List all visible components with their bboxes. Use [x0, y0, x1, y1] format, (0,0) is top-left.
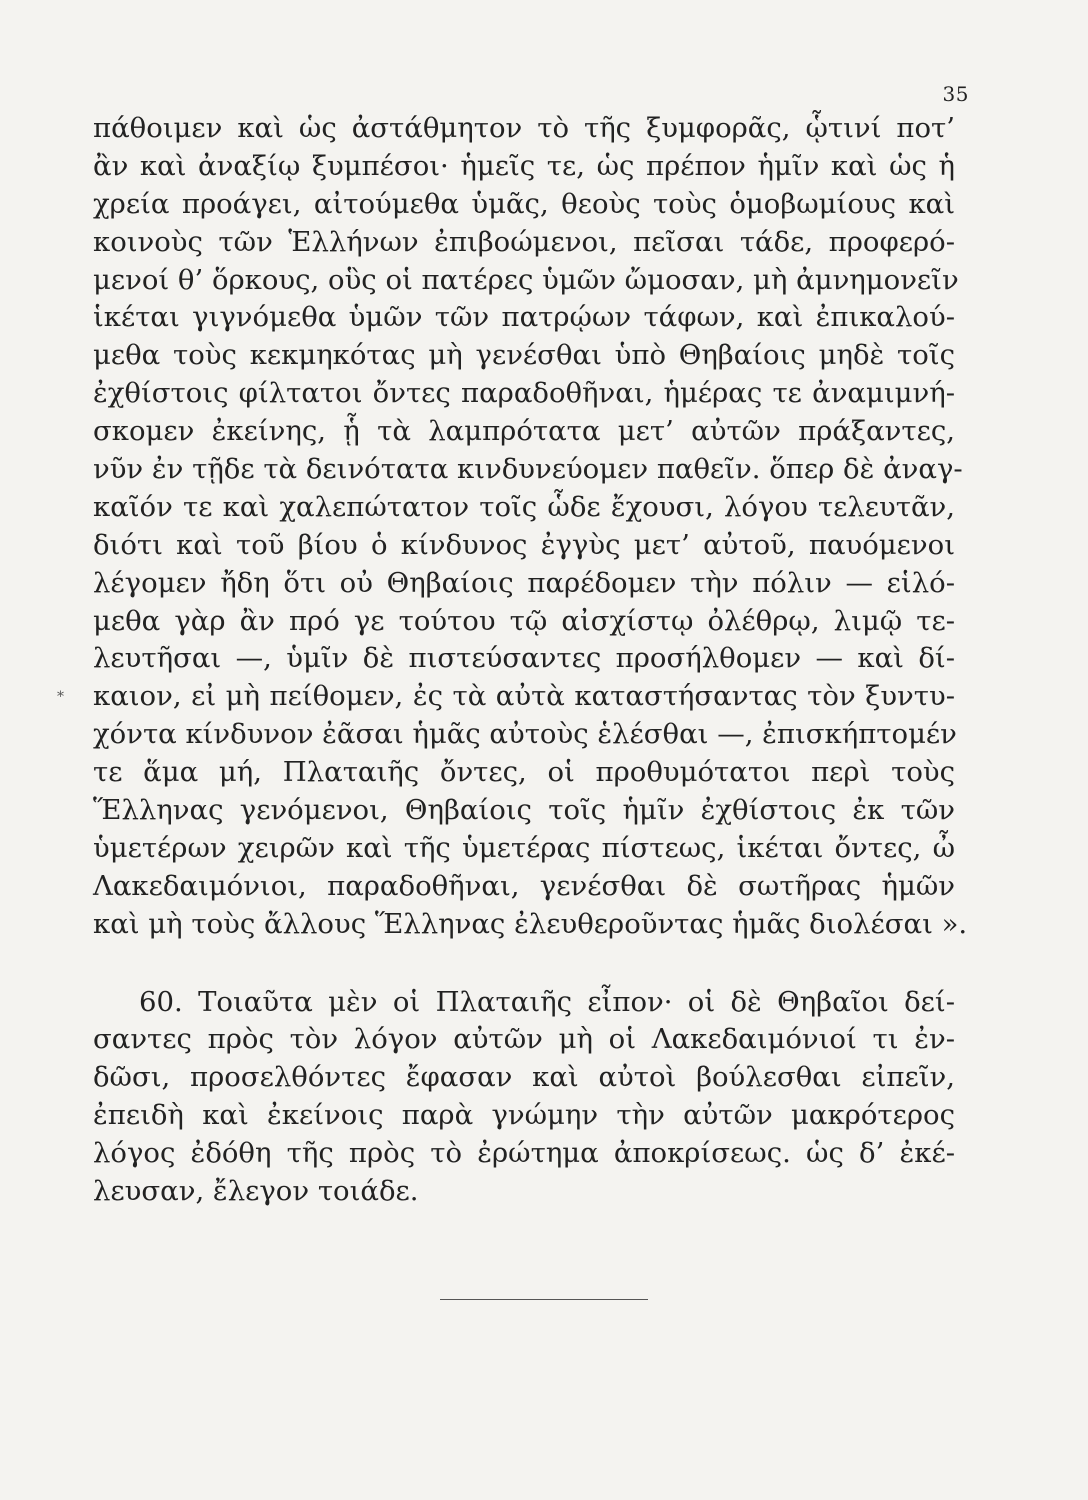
page-number: 35	[942, 82, 969, 106]
text-line: 60. Τοιαῦτα μὲν οἱ Πλαταιῆς εἶπον· οἱ δὲ Θηβαῖοι δεί-	[139, 985, 955, 1018]
text-line: μεθα τοὺς κεκμηκότας μὴ γενέσθαι ὑπὸ Θηβαίοις μηδὲ τοῖς	[93, 339, 955, 372]
body-text	[93, 110, 968, 1211]
text-line: λόγος ἐδόθη τῆς πρὸς τὸ ἐρώτημα ἀποκρίσεως. ὡς δ’ ἐκέ-	[93, 1137, 955, 1170]
text-line: διότι καὶ τοῦ βίου ὁ κίνδυνος ἐγγὺς μετ’ αὐτοῦ, παυόμενοι	[93, 528, 955, 561]
text-line: δῶσι, προσελθόντες ἔφασαν καὶ αὐτοὶ βούλεσθαι εἰπεῖν,	[93, 1061, 955, 1094]
text-line: Λακεδαιμόνιοι, παραδοθῆναι, γενέσθαι δὲ σωτῆρας ἡμῶν	[93, 869, 955, 902]
separator-rule	[440, 1299, 648, 1300]
text-line: Ἕλληνας γενόμενοι, Θηβαίοις τοῖς ἡμῖν ἐχθίστοις ἐκ τῶν	[93, 794, 955, 827]
text-line: καὶ μὴ τοὺς ἄλλους Ἕλληνας ἐλευθεροῦντας ἡμᾶς διολέσαι ».	[93, 907, 968, 940]
text-line: λέγομεν ἤδη ὅτι οὐ Θηβαίοις παρέδομεν τὴν πόλιν — εἱλό-	[93, 566, 955, 599]
text-line: κοινοὺς τῶν Ἑλλήνων ἐπιβοώμενοι, πεῖσαι τάδε, προφερό-	[93, 225, 955, 258]
text-line: μενοί θ’ ὅρκους, οὓς οἱ πατέρες ὑμῶν ὤμοσαν, μὴ ἀμνημονεῖν	[93, 263, 959, 296]
text-line: χόντα κίνδυνον ἐᾶσαι ἡμᾶς αὐτοὺς ἑλέσθαι —, ἐπισκήπτομέν	[93, 718, 957, 751]
margin-mark: *	[57, 689, 64, 705]
text-line: ἐχθίστοις φίλτατοι ὄντες παραδοθῆναι, ἡμέρας τε ἀναμιμνή-	[93, 377, 955, 410]
text-line: ὑμετέρων χειρῶν καὶ τῆς ὑμετέρας πίστεως, ἱκέται ὄντες, ὦ	[93, 831, 955, 864]
paragraph-gap	[93, 944, 955, 984]
paragraph	[93, 110, 968, 944]
text-line: πάθοιμεν καὶ ὡς ἀστάθμητον τὸ τῆς ξυμφορᾶς, ᾧτινί ποτ’	[93, 112, 955, 144]
text-line: σκομεν ἐκείνης, ᾗ τὰ λαμπρότατα μετ’ αὐτῶν πράξαντες,	[93, 415, 955, 448]
text-line: καιον, εἰ μὴ πείθομεν, ἐς τὰ αὐτὰ καταστήσαντας τὸν ξυντυ-	[93, 680, 955, 713]
text-line: τε ἅμα μή, Πλαταιῆς ὄντες, οἱ προθυμότατοι περὶ τοὺς	[93, 756, 955, 789]
text-line: σαντες πρὸς τὸν λόγον αὐτῶν μὴ οἱ Λακεδαιμόνιοί τι ἐν-	[93, 1023, 955, 1056]
text-line: ἱκέται γιγνόμεθα ὑμῶν τῶν πατρῴων τάφων, καὶ ἐπικαλού-	[93, 301, 955, 334]
text-line: μεθα γὰρ ἂν πρό γε τούτου τῷ αἰσχίστῳ ὀλέθρῳ, λιμῷ τε-	[93, 604, 955, 637]
text-line: καῖόν τε καὶ χαλεπώτατον τοῖς ὧδε ἔχουσι, λόγου τελευτᾶν,	[93, 490, 955, 523]
text-line: νῦν ἐν τῇδε τὰ δεινότατα κινδυνεύομεν παθεῖν. ὅπερ δὲ ἀναγ-	[93, 453, 963, 486]
text-line: ἐπειδὴ καὶ ἐκείνοις παρὰ γνώμην τὴν αὐτῶν μακρότερος	[93, 1099, 955, 1132]
text-line: λευτῆσαι —, ὑμῖν δὲ πιστεύσαντες προσήλθομεν — καὶ δί-	[93, 642, 955, 675]
text-line: λευσαν, ἔλεγον τοιάδε.	[93, 1175, 419, 1208]
paragraph	[93, 984, 955, 1211]
text-line: ἂν καὶ ἀναξίῳ ξυμπέσοι· ἡμεῖς τε, ὡς πρέπον ἡμῖν καὶ ὡς ἡ	[93, 149, 955, 182]
text-line: χρεία προάγει, αἰτούμεθα ὑμᾶς, θεοὺς τοὺς ὁμοβωμίους καὶ	[93, 187, 955, 220]
